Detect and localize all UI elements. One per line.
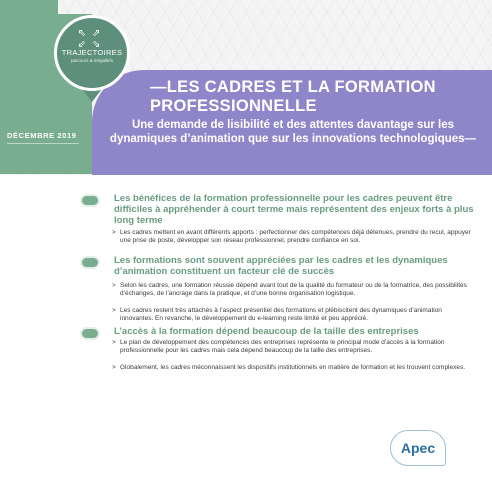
badge-subtitle: parcours & inégalités (70, 58, 114, 63)
section-marker (82, 258, 98, 267)
bullet-arrow-icon: > (112, 282, 116, 289)
list-item (112, 307, 472, 323)
page-subtitle: Une demande de lisibilité et des attentes davantage sur les dynamiques d’animation que sur les innovations technologiques— (109, 119, 477, 145)
list-item-text: Le plan de développement des compétences des entreprises représente le principal mode d’accès à la formation professionnelle pour les cadres mais cela dépend beaucoup de la taille des entreprises. (120, 339, 445, 354)
date-rule (7, 143, 79, 144)
trajectoires-badge (54, 15, 130, 91)
list-item-text: Globalement, les cadres méconnaissent les dispositifs institutionnels en matière de formation et les trouvent complexes. (120, 364, 466, 371)
section-heading: Les bénéfices de la formation professionnelle pour les cadres peuvent être difficiles à appréhender à court terme mais représentent des enjeux forts à plus long terme (114, 193, 474, 226)
list-item (112, 364, 472, 372)
list-item-text: Selon les cadres, une formation réussie dépend avant tout de la qualité du formateur ou de la formatrice, des possibilités d’échanges, de l’ancrage dans la pratique, et d’une bonne organisation logistique. (120, 282, 467, 297)
bullet-arrow-icon: > (112, 339, 116, 346)
apec-logo (390, 430, 446, 466)
list-item (112, 282, 472, 298)
bullet-arrow-icon: > (112, 364, 116, 371)
publication-date: DÉCEMBRE 2019 (7, 131, 77, 140)
section-marker (82, 196, 98, 205)
list-item (112, 229, 472, 245)
bullet-arrow-icon: > (112, 307, 116, 314)
page-title: —LES CADRES ET LA FORMATION PROFESSIONNELLE (150, 78, 436, 115)
list-item-text: Les cadres mettent en avant différents apports : perfectionner des compétences déjà détenues, prendre du recul, appuyer une prise de poste, développer son réseau professionnel, prendre confiance en soi. (120, 229, 471, 244)
section-marker (82, 329, 98, 338)
arrows-icon: ⇖⇗ ⇙⇘ (77, 28, 107, 50)
bullet-arrow-icon: > (112, 229, 116, 236)
section-heading: Les formations sont souvent appréciées par les cadres et les dynamiques d’animation constituent un facteur clé de succès (114, 255, 448, 277)
list-item-text: Les cadres restent très attachés à l’aspect présentiel des formations et plébiscitent des dynamiques d’animation innovantes. En revanche, le développement du e-learning reste limité et peu apprécié. (120, 307, 442, 322)
list-item (112, 339, 472, 355)
logo-text: Apec (400, 440, 436, 456)
section-heading: L’accès à la formation dépend beaucoup de la taille des entreprises (114, 326, 419, 337)
badge-title: TRAJECTOIRES (61, 48, 123, 57)
